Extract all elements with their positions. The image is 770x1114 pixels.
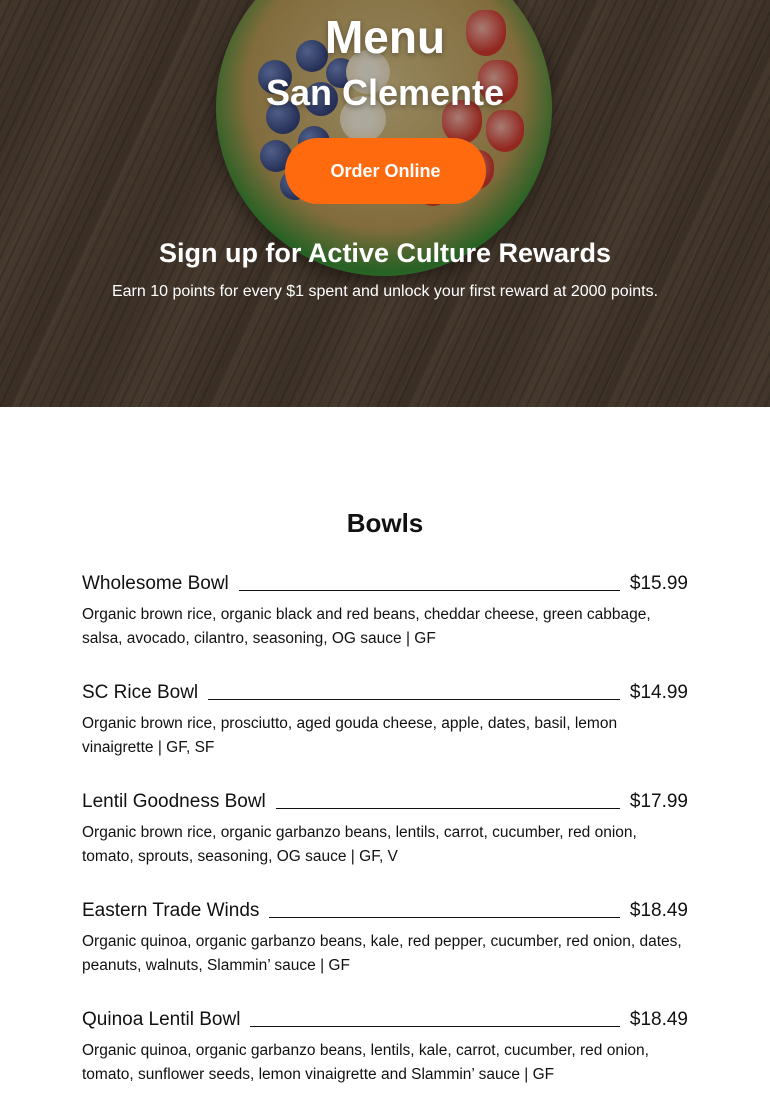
menu-item-price: $15.99 [629,573,688,594]
menu-item-description: Organic brown rice, organic garbanzo beans, lentils, carrot, cucumber, red onion, tomato, sprouts, seasoning, OG sauce | GF, V [82,824,637,865]
menu-item-description: Organic quinoa, organic garbanzo beans, lentils, kale, carrot, cucumber, red onion, tomato, sunflower seeds, lemon vinaigrette and Slammin’ sauce | GF [82,1042,649,1083]
order-online-button[interactable]: Order Online [285,138,486,204]
menu-item-name: Quinoa Lentil Bowl [82,1009,241,1030]
menu-item-price: $18.49 [629,900,688,921]
rewards-description: Earn 10 points for every $1 spent and unlock your first reward at 2000 points. [111,283,659,300]
menu-item-price: $18.49 [629,1009,688,1030]
menu-item-name: Wholesome Bowl [82,573,229,594]
dotted-leader [208,699,620,700]
menu-item [82,894,688,1003]
menu-item [82,676,688,785]
menu-item [82,785,688,894]
menu-item-name: Eastern Trade Winds [82,900,260,921]
menu-item-description: Organic quinoa, organic garbanzo beans, kale, red pepper, cucumber, red onion, dates, peanuts, walnuts, Slammin’ sauce | GF [82,933,682,974]
hero-banner [0,0,770,407]
dotted-leader [269,917,619,918]
menu-item [82,1003,688,1112]
menu-item-description: Organic brown rice, prosciutto, aged gouda cheese, apple, dates, basil, lemon vinaigrette | GF, SF [82,715,618,756]
menu-item-name: Lentil Goodness Bowl [82,791,266,812]
location-title: San Clemente [265,72,505,113]
rewards-heading: Sign up for Active Culture Rewards [158,238,612,268]
page-title: Menu [324,11,446,63]
dotted-leader [239,590,620,591]
section-title: Bowls [346,508,424,538]
menu-item-price: $17.99 [629,791,688,812]
menu-item-description: Organic brown rice, organic black and red beans, cheddar cheese, green cabbage, salsa, avocado, cilantro, seasoning, OG sauce | GF [82,606,651,647]
dotted-leader [276,808,620,809]
menu-item-list [82,567,688,1112]
menu-item-name: SC Rice Bowl [82,682,199,703]
dotted-leader [250,1026,619,1027]
menu-item-price: $14.99 [629,682,688,703]
menu-item [82,567,688,676]
